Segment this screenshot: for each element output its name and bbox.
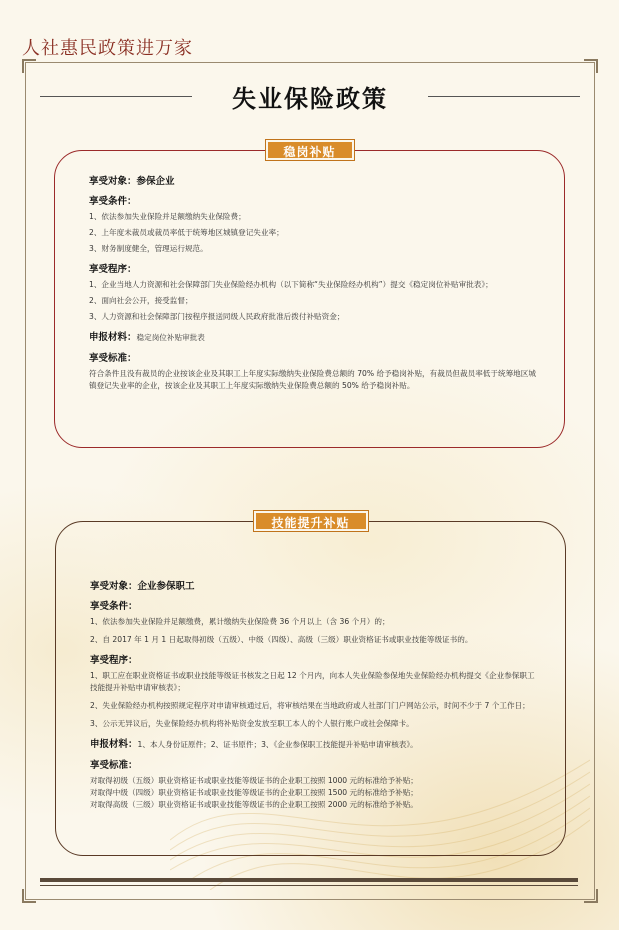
page-title: 失业保险政策 — [232, 84, 388, 113]
materials-value: 稳定岗位补贴审批表 — [136, 333, 205, 342]
target-value: 企业参保职工 — [137, 581, 195, 592]
procedure-item: 2、面向社会公开，接受监督； — [89, 296, 193, 305]
section-stable-job-subsidy — [54, 145, 565, 448]
header-title: 人社惠民政策进万家 — [22, 38, 193, 59]
procedure-heading: 享受程序： — [89, 264, 137, 275]
frame-corner — [22, 59, 36, 73]
materials-value: 1、本人身份证原件；2、证书原件；3、《企业参保职工技能提升补贴申请审核表》。 — [137, 740, 418, 749]
procedure-item: 1、职工应在职业资格证书或职业技能等级证书核发之日起 12 个月内，向本人失业保险参保地失业保险经办机构提交《企业参保职工技能提升补贴申请审核表》； — [90, 671, 535, 692]
procedure-item: 1、企业当地人力资源和社会保障部门失业保险经办机构（以下简称“失业保险经办机构”）提交《稳定岗位补贴审批表》； — [89, 280, 493, 289]
materials-label: 申报材料： — [90, 739, 138, 750]
target-row — [90, 578, 537, 592]
standard-item: 对取得高级（三级）职业资格证书或职业技能等级证书的企业职工按照 2000 元的标准给予补贴。 — [90, 800, 418, 809]
standard-heading: 享受标准： — [89, 353, 137, 364]
section-content — [89, 167, 536, 398]
standard-item: 对取得中级（四级）职业资格证书或职业技能等级证书的企业职工按照 1500 元的标准给予补贴； — [90, 788, 418, 797]
target-row — [89, 173, 536, 187]
procedure-heading: 享受程序： — [90, 655, 138, 666]
condition-item: 2、上年度未裁员或裁员率低于统筹地区城镇登记失业率； — [89, 228, 284, 237]
materials-row — [90, 736, 537, 751]
procedure-item: 2、失业保险经办机构按照规定程序对申请审核通过后，将审核结果在当地政府或人社部门门户网站公示，时间不少于 7 个工作日； — [90, 701, 530, 710]
standard-item: 对取得初级（五级）职业资格证书或职业技能等级证书的企业职工按照 1000 元的标准给予补贴； — [90, 776, 418, 785]
condition-item: 1、依法参加失业保险并足额缴费，累计缴纳失业保险费 36 个月以上（含 36 个月）的； — [90, 617, 390, 626]
title-row — [40, 78, 580, 114]
target-label: 享受对象： — [89, 176, 137, 187]
section-tab-skill-upgrade: 技能提升补贴 — [253, 511, 367, 531]
target-label: 享受对象： — [90, 581, 138, 592]
procedure-item: 3、人力资源和社会保障部门按程序报送同级人民政府批准后拨付补贴资金； — [89, 312, 345, 321]
condition-item: 1、依法参加失业保险并足额缴纳失业保险费； — [89, 212, 246, 221]
frame-corner — [22, 889, 36, 903]
materials-row — [89, 329, 536, 344]
frame-corner — [584, 889, 598, 903]
section-content — [90, 572, 537, 817]
title-divider-right — [428, 96, 580, 97]
standard-heading: 享受标准： — [90, 760, 138, 771]
section-tab-stable-job: 稳岗补贴 — [265, 140, 353, 160]
materials-label: 申报材料： — [89, 332, 137, 343]
procedure-item: 3、公示无异议后，失业保险经办机构将补贴资金发放至职工本人的个人银行账户或社会保障卡。 — [90, 719, 414, 728]
title-divider-left — [40, 96, 192, 97]
condition-item: 3、财务制度健全，管理运行规范。 — [89, 244, 208, 253]
frame-corner — [584, 59, 598, 73]
conditions-heading: 享受条件： — [90, 601, 138, 612]
condition-item: 2、自 2017 年 1 月 1 日起取得初级（五级）、中级（四级）、高级（三级）职业资格证书或职业技能等级证书的。 — [90, 635, 473, 644]
conditions-heading: 享受条件： — [89, 196, 137, 207]
section-skill-upgrade-subsidy — [55, 516, 566, 856]
standard-text: 符合条件且没有裁员的企业按该企业及其职工上年度实际缴纳失业保险费总额的 70% 给予稳岗补贴，有裁员但裁员率低于统筹地区城镇登记失业率的企业，按该企业及其职工上年度实际缴纳失业保险费总额的 50% 给予稳岗补贴。 — [89, 369, 536, 390]
bottom-divider-thick — [40, 878, 578, 882]
target-value: 参保企业 — [136, 176, 175, 187]
bottom-divider-thin — [40, 885, 578, 886]
